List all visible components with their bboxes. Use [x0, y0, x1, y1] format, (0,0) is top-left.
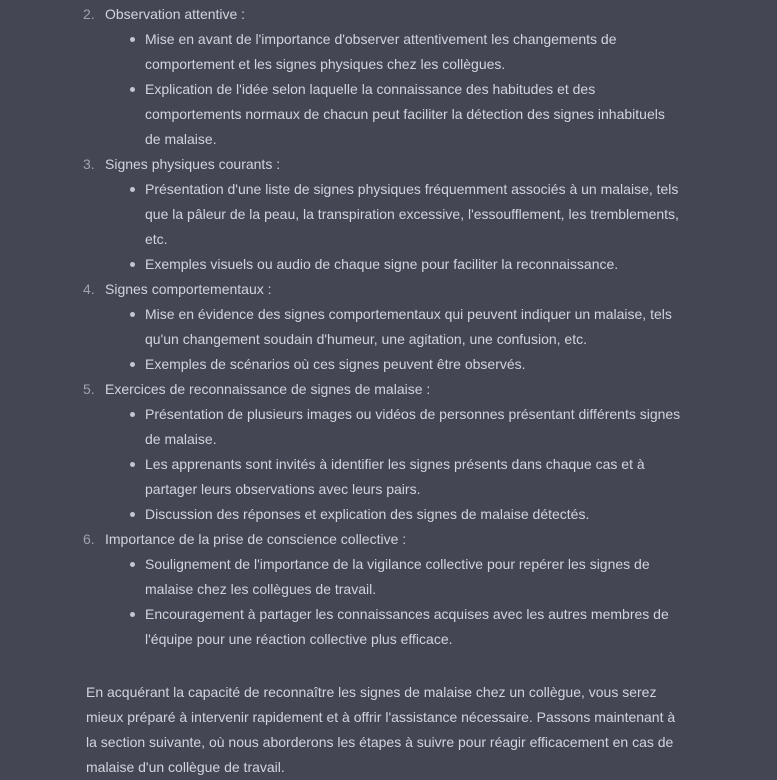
bullet-text: Mise en avant de l'importance d'observer attentivement les changements de comportement et les signes physiques chez les collègues. — [145, 31, 617, 72]
item-title: Exercices de reconnaissance de signes de malaise : — [105, 381, 431, 397]
bullet-dot-icon — [130, 612, 135, 617]
bullet-text: Encouragement à partager les connaissances acquises avec les autres membres de l'équipe pour une réaction collective plus efficace. — [145, 606, 669, 647]
bullet-item — [125, 452, 683, 502]
numbered-list — [0, 2, 683, 652]
bullet-dot-icon — [130, 512, 135, 517]
bullet-text: Explication de l'idée selon laquelle la connaissance des habitudes et des comportements normaux de chacun peut faciliter la détection des signes inhabituels de malaise. — [145, 81, 665, 147]
bullet-list — [105, 402, 683, 527]
bullet-item — [125, 302, 683, 352]
item-number: 5. — [83, 381, 95, 397]
bullet-item — [125, 502, 683, 527]
item-number: 6. — [83, 531, 95, 547]
list-item — [83, 277, 683, 377]
item-title: Observation attentive : — [105, 6, 246, 22]
bullet-dot-icon — [130, 312, 135, 317]
bullet-list — [105, 177, 683, 277]
bullet-text: Exemples visuels ou audio de chaque signe pour faciliter la reconnaissance. — [145, 256, 619, 272]
bullet-dot-icon — [130, 37, 135, 42]
bullet-dot-icon — [130, 262, 135, 267]
bullet-list — [105, 27, 683, 152]
bullet-text: Les apprenants sont invités à identifier les signes présents dans chaque cas et à partager leurs observations avec leurs pairs. — [145, 456, 645, 497]
bullet-text: Présentation d'une liste de signes physiques fréquemment associés à un malaise, tels que la pâleur de la peau, la transpiration excessive, l'essoufflement, les tremblements, etc. — [145, 181, 679, 247]
list-item — [83, 527, 683, 652]
bullet-item — [125, 352, 683, 377]
bullet-item — [125, 252, 683, 277]
bullet-text: Mise en évidence des signes comportementaux qui peuvent indiquer un malaise, tels qu'un changement soudain d'humeur, une agitation, une confusion, etc. — [145, 306, 672, 347]
bullet-text: Présentation de plusieurs images ou vidéos de personnes présentant différents signes de malaise. — [145, 406, 681, 447]
bullet-dot-icon — [130, 562, 135, 567]
bullet-item — [125, 602, 683, 652]
bullet-item — [125, 552, 683, 602]
bullet-dot-icon — [130, 412, 135, 417]
item-title: Importance de la prise de conscience collective : — [105, 531, 407, 547]
conclusion-paragraph: En acquérant la capacité de reconnaître les signes de malaise chez un collègue, vous serez mieux préparé à intervenir rapidement et à offrir l'assistance nécessaire. Passons maintenant à la section suivante, où nous aborderons les étapes à suivre pour réagir efficacement en cas de malaise d'un collègue de travail. — [86, 684, 676, 775]
list-item — [83, 377, 683, 527]
bullet-item — [125, 27, 683, 77]
item-number: 4. — [83, 281, 95, 297]
bullet-dot-icon — [130, 187, 135, 192]
bullet-dot-icon — [130, 462, 135, 467]
assistant-message — [0, 2, 777, 780]
bullet-dot-icon — [130, 87, 135, 92]
bullet-list — [105, 302, 683, 377]
bullet-dot-icon — [130, 362, 135, 367]
list-item — [83, 152, 683, 277]
bullet-item — [125, 402, 683, 452]
bullet-text: Exemples de scénarios où ces signes peuvent être observés. — [145, 356, 526, 372]
item-number: 2. — [83, 6, 95, 22]
item-title: Signes physiques courants : — [105, 156, 281, 172]
bullet-text: Discussion des réponses et explication des signes de malaise détectés. — [145, 506, 590, 522]
bullet-text: Soulignement de l'importance de la vigilance collective pour repérer les signes de malaise chez les collègues de travail. — [145, 556, 650, 597]
list-item — [83, 2, 683, 152]
item-number: 3. — [83, 156, 95, 172]
bullet-item — [125, 77, 683, 152]
item-title: Signes comportementaux : — [105, 281, 272, 297]
bullet-list — [105, 552, 683, 652]
bullet-item — [125, 177, 683, 252]
